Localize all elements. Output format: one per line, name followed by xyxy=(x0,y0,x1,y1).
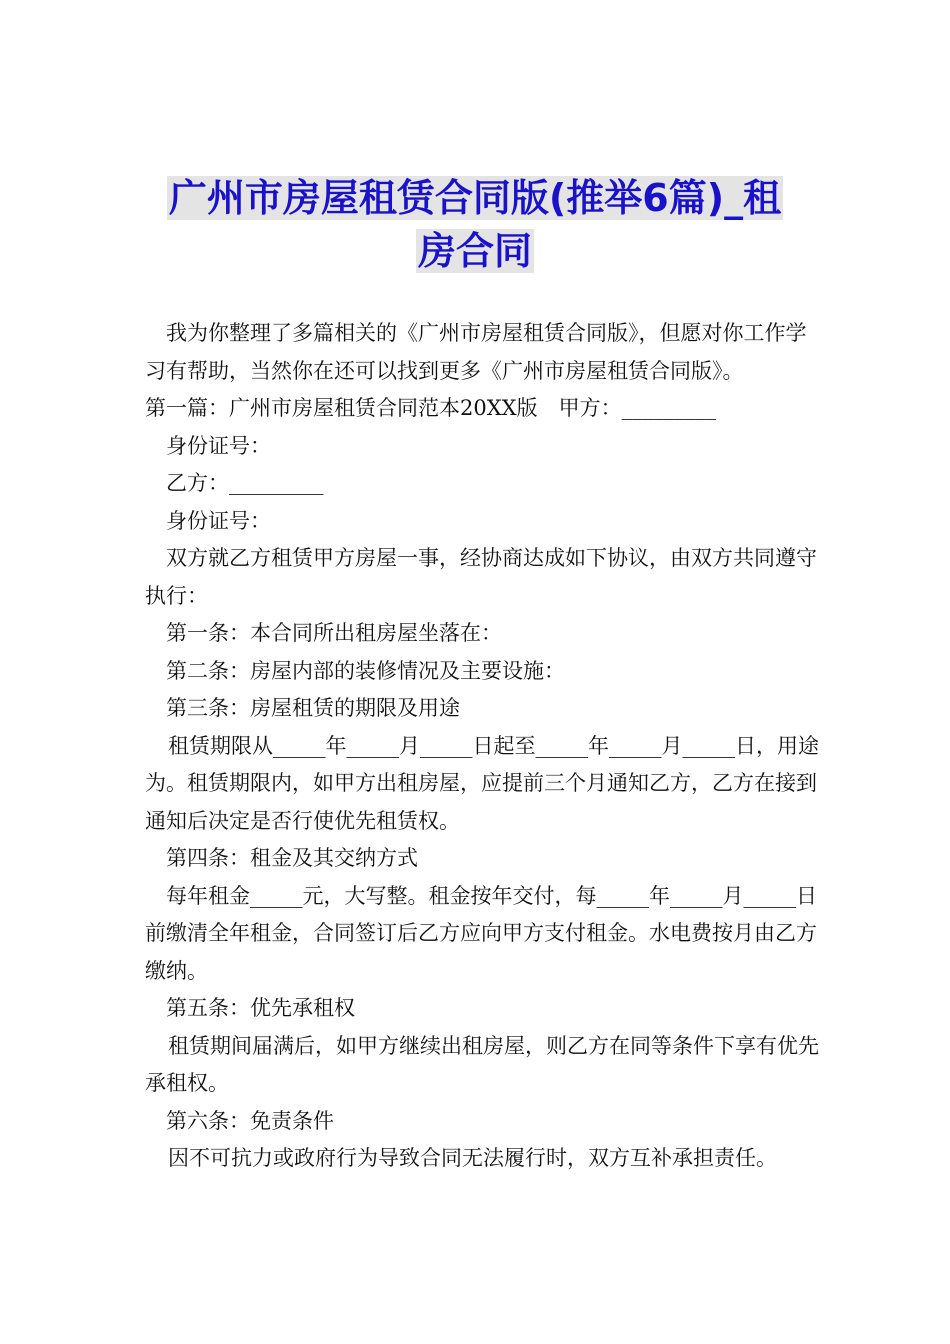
party-a-id-line: 身份证号： xyxy=(166,433,271,458)
article-4-body: 每年租金_____元，大写整。租金按年交付，每_____年_____月_____日前缴清全年租金，合同签订后乙方应向甲方支付租金。水电费按月由乙方缴纳。 xyxy=(145,883,817,983)
document-title xyxy=(150,172,800,278)
article-3-heading: 第三条：房屋租赁的期限及用途 xyxy=(166,696,460,720)
article-5-heading: 第五条：优先承租权 xyxy=(166,996,355,1020)
section-heading-first: 第一篇：广州市房屋租赁合同范本20XX版 甲方：_________ xyxy=(145,396,717,420)
party-b-id-line: 身份证号： xyxy=(166,508,271,533)
article-6-body: 因不可抗力或政府行为导致合同无法履行时，双方互补承担责任。 xyxy=(168,1146,777,1170)
party-b-line: 乙方：_________ xyxy=(166,471,324,495)
article-4-heading: 第四条：租金及其交纳方式 xyxy=(166,846,418,870)
document-body xyxy=(145,315,825,1178)
article-5-body: 租赁期间届满后，如甲方继续出租房屋，则乙方在同等条件下享有优先承租权。 xyxy=(145,1033,819,1095)
article-6-heading: 第六条：免责条件 xyxy=(166,1108,334,1133)
title-line-2: 房合同 xyxy=(417,229,532,273)
article-1: 第一条：本合同所出租房屋坐落在： xyxy=(166,621,502,645)
title-line-1: 广州市房屋租赁合同版(推举6篇)_租 xyxy=(168,176,782,220)
agreement-preamble: 双方就乙方租赁甲方房屋一事，经协商达成如下协议，由双方共同遵守执行： xyxy=(145,546,817,608)
article-2: 第二条：房屋内部的装修情况及主要设施： xyxy=(166,658,565,683)
intro-paragraph: 我为你整理了多篇相关的《广州市房屋租赁合同版》，但愿对你工作学习有帮助，当然你在还可以找到更多《广州市房屋租赁合同版》。 xyxy=(145,321,807,383)
article-3-body: 租赁期限从_____年_____月_____日起至_____年_____月_____日，用途为。租赁期限内，如甲方出租房屋，应提前三个月通知乙方，乙方在接到通知后决定是否行使优先租赁权。 xyxy=(145,733,819,833)
